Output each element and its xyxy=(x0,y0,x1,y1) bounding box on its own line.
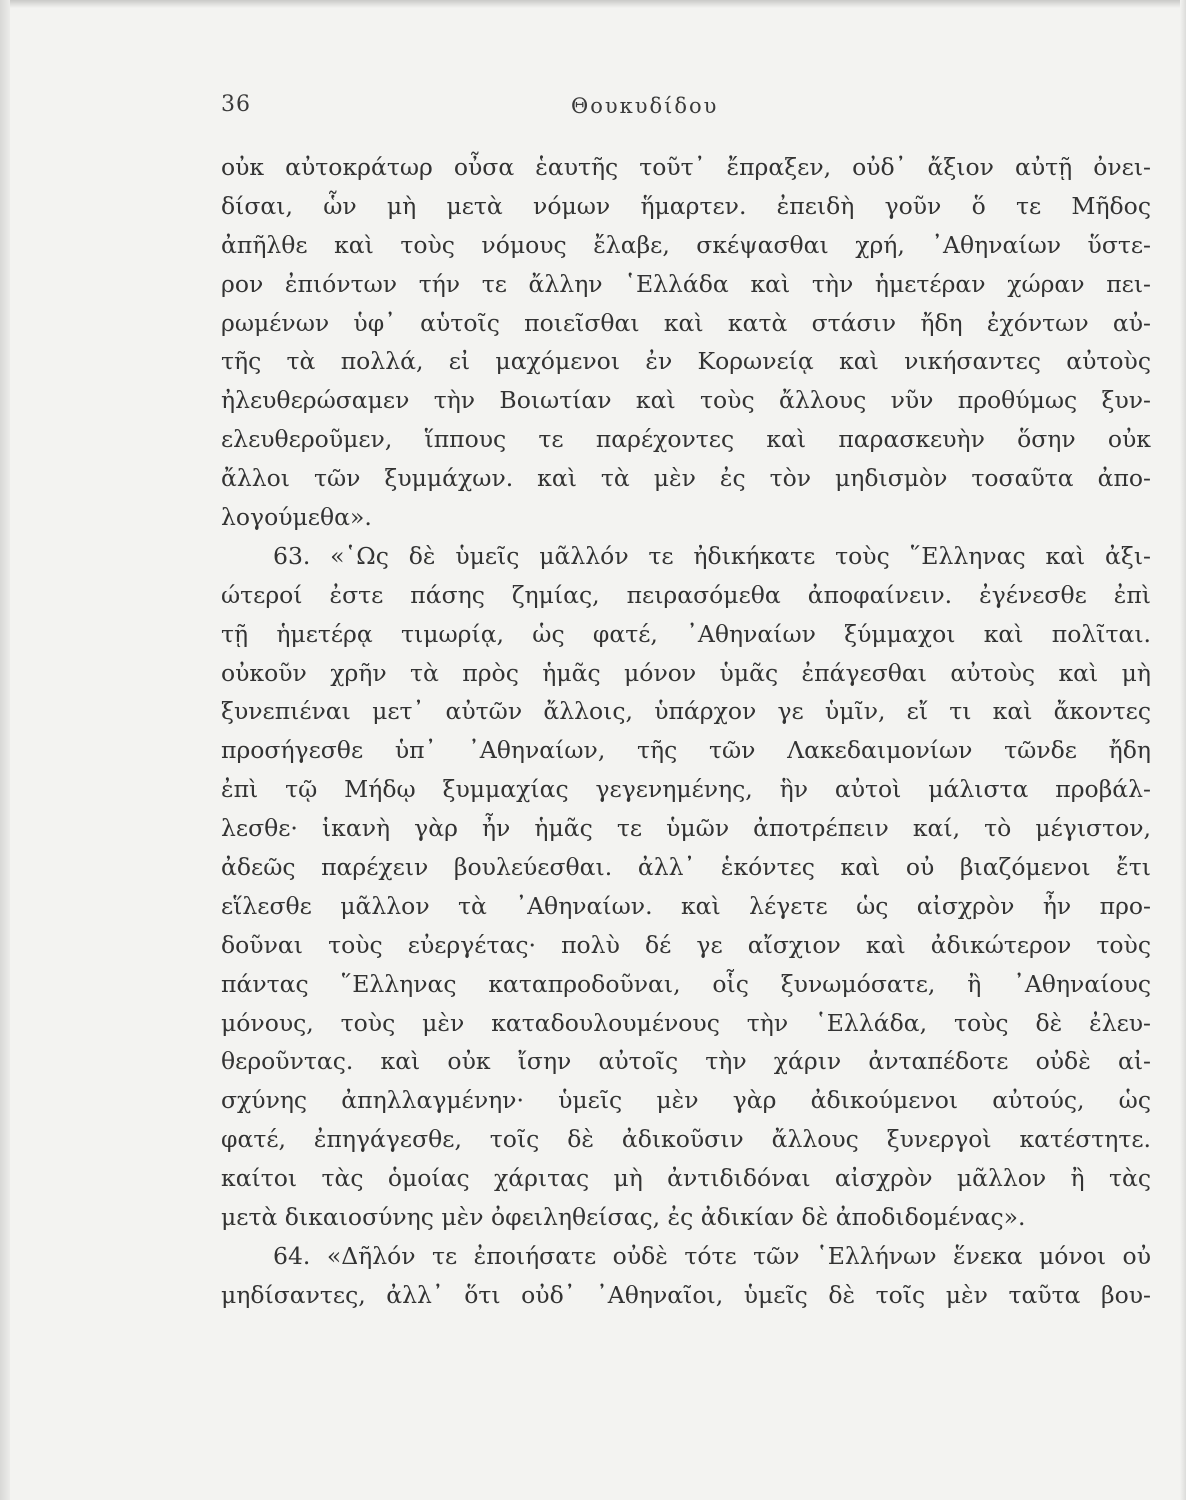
text-line: τῆς τὰ πολλά, εἰ μαχόμενοι ἐν Κορωνείᾳ καὶ νικήσαντες αὐτοὺς xyxy=(221,347,1151,376)
running-title: Θουκυδίδου xyxy=(571,94,719,118)
body-text xyxy=(221,148,1151,1315)
text-line: τῇ ἡμετέρᾳ τιμωρίᾳ, ὡς φατέ, ᾿Αθηναίων ξύμμαχοι καὶ πολῖται. xyxy=(221,619,1151,648)
page-number: 36 xyxy=(221,92,251,117)
text-line: οὐκοῦν χρῆν τὰ πρὸς ἡμᾶς μόνον ὑμᾶς ἐπάγεσθαι αὐτοὺς καὶ μὴ xyxy=(221,658,1151,687)
text-line: ρωμένων ὑφ᾽ αὑτοῖς ποιεῖσθαι καὶ κατὰ στάσιν ἤδη ἐχόντων αὐ- xyxy=(221,308,1151,337)
text-line: ἀπῆλθε καὶ τοὺς νόμους ἔλαβε, σκέψασθαι χρή, ᾿Αθηναίων ὕστε- xyxy=(221,230,1151,259)
page-top-shadow xyxy=(0,0,1186,8)
text-line: ἐπὶ τῷ Μήδῳ ξυμμαχίας γεγενημένης, ἣν αὐτοὶ μάλιστα προβάλ- xyxy=(221,775,1151,804)
page-right-edge xyxy=(1180,0,1186,1500)
text-line: δοῦναι τοὺς εὐεργέτας· πολὺ δέ γε αἴσχιον καὶ ἀδικώτερον τοὺς xyxy=(221,930,1151,959)
text-line: ελευθεροῦμεν, ἵππους τε παρέχοντες καὶ παρασκευὴν ὅσην οὐκ xyxy=(221,425,1151,454)
text-line: ἄλλοι τῶν ξυμμάχων. καὶ τὰ μὲν ἐς τὸν μηδισμὸν τοσαῦτα ἀπο- xyxy=(221,464,1151,493)
paragraph-start-63: 63. «῾Ως δὲ ὑμεῖς μᾶλλόν τε ἠδικήκατε τοὺς ῞Ελληνας καὶ ἀξι- xyxy=(273,541,1151,570)
text-line: δίσαι, ὧν μὴ μετὰ νόμων ἥμαρτεν. ἐπειδὴ γοῦν ὅ τε Μῆδος xyxy=(221,191,1151,220)
text-line: ρον ἐπιόντων τήν τε ἄλλην ῾Ελλάδα καὶ τὴν ἡμετέραν χώραν πει- xyxy=(221,269,1151,298)
text-line: ώτεροί ἐστε πάσης ζημίας, πειρασόμεθα ἀποφαίνειν. ἐγένεσθε ἐπὶ xyxy=(221,580,1151,609)
text-line: θεροῦντας. καὶ οὐκ ἴσην αὐτοῖς τὴν χάριν ἀνταπέδοτε οὐδὲ αἰ- xyxy=(221,1047,1151,1076)
paragraph-start-64: 64. «Δῆλόν τε ἐποιήσατε οὐδὲ τότε τῶν ῾Ελλήνων ἕνεκα μόνοι οὐ xyxy=(273,1241,1151,1270)
text-line: ἠλευθερώσαμεν τὴν Βοιωτίαν καὶ τοὺς ἄλλους νῦν προθύμως ξυν- xyxy=(221,386,1151,415)
text-line: ἀδεῶς παρέχειν βουλεύεσθαι. ἀλλ᾽ ἑκόντες καὶ οὐ βιαζόμενοι ἔτι xyxy=(221,853,1151,882)
text-line: λεσθε· ἱκανὴ γὰρ ἦν ἡμᾶς τε ὑμῶν ἀποτρέπειν καί, τὸ μέγιστον, xyxy=(221,814,1151,843)
text-line: μετὰ δικαιοσύνης μὲν ὀφειληθείσας, ἐς ἀδικίαν δὲ ἀποδιδομένας». xyxy=(221,1203,1026,1232)
text-line: οὐκ αὐτοκράτωρ οὖσα ἑαυτῆς τοῦτ᾽ ἔπραξεν, οὐδ᾽ ἄξιον αὐτῇ ὀνει- xyxy=(221,153,1151,181)
text-line: μόνους, τοὺς μὲν καταδουλουμένους τὴν ῾Ελλάδα, τοὺς δὲ ἐλευ- xyxy=(221,1008,1151,1037)
text-line: φατέ, ἐπηγάγεσθε, τοῖς δὲ ἀδικοῦσιν ἄλλους ξυνεργοὶ κατέστητε. xyxy=(221,1125,1151,1154)
text-line: λογούμεθα». xyxy=(221,503,372,532)
text-line: σχύνης ἀπηλλαγμένην· ὑμεῖς μὲν γὰρ ἀδικούμενοι αὐτούς, ὡς xyxy=(221,1086,1151,1115)
page-header xyxy=(221,92,1151,122)
text-line: προσήγεσθε ὑπ᾽ ᾿Αθηναίων, τῆς τῶν Λακεδαιμονίων τῶνδε ἤδη xyxy=(221,736,1151,765)
text-line: ξυνεπιέναι μετ᾽ αὐτῶν ἄλλοις, ὑπάρχον γε ὑμῖν, εἴ τι καὶ ἄκοντες xyxy=(221,697,1151,726)
text-line: εἵλεσθε μᾶλλον τὰ ᾿Αθηναίων. καὶ λέγετε ὡς αἰσχρὸν ἦν προ- xyxy=(221,891,1151,920)
text-line: μηδίσαντες, ἀλλ᾽ ὅτι οὐδ᾽ ᾿Αθηναῖοι, ὑμεῖς δὲ τοῖς μὲν ταῦτα βου- xyxy=(221,1280,1151,1309)
text-line: καίτοι τὰς ὁμοίας χάριτας μὴ ἀντιδιδόναι αἰσχρὸν μᾶλλον ἢ τὰς xyxy=(221,1164,1151,1193)
page-left-edge xyxy=(0,0,10,1500)
text-line: πάντας ῞Ελληνας καταπροδοῦναι, οἷς ξυνωμόσατε, ἢ ᾿Αθηναίους xyxy=(221,969,1151,998)
